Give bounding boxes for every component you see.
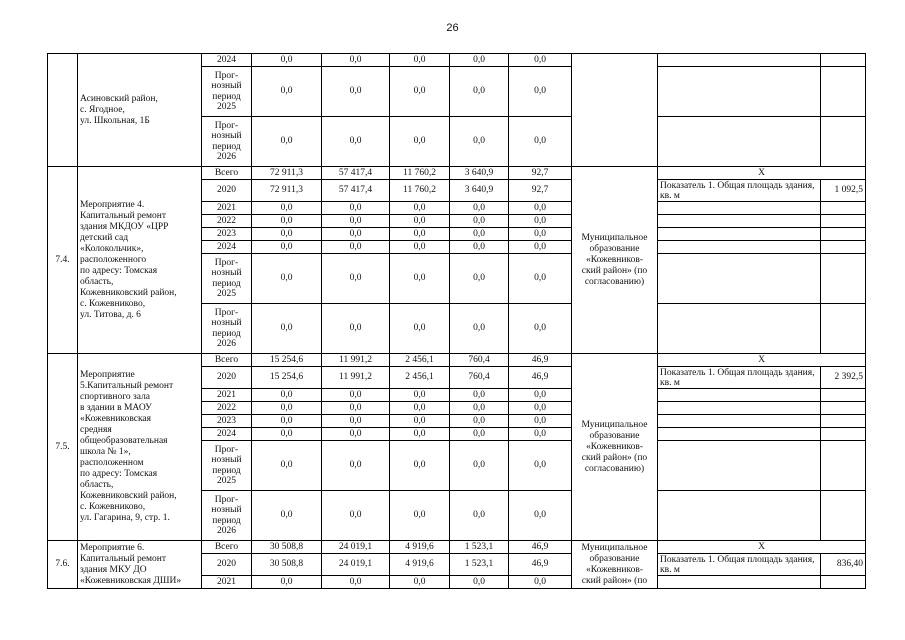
indicator-value: 2 392,5 (821, 367, 866, 389)
value-cell: 0,0 (509, 576, 572, 589)
executor-cell: Муниципальное образование «Кожевников- ский район» (по согласованию) (572, 354, 658, 541)
period-label: Прог- нозный период 2026 (202, 117, 252, 167)
value-cell: 0,0 (322, 415, 390, 428)
value-cell: 46,9 (509, 367, 572, 389)
value-cell: 0,0 (509, 54, 572, 67)
indicator-name (658, 117, 821, 167)
value-cell: 11 760,2 (390, 180, 450, 202)
value-cell: 24 019,1 (322, 554, 390, 576)
period-label: Всего (202, 541, 252, 554)
indicator-name (658, 576, 821, 589)
executor-cell: Муниципальное образование «Кожевников- ский район» (по (572, 541, 658, 589)
indicator-header: X (658, 167, 866, 180)
table-row (48, 54, 866, 67)
value-cell: 0,0 (390, 228, 450, 241)
value-cell: 0,0 (252, 389, 322, 402)
indicator-value (821, 215, 866, 228)
period-label: Прог- нозный период 2025 (202, 254, 252, 304)
value-cell: 0,0 (390, 304, 450, 354)
indicator-name (658, 215, 821, 228)
value-cell: 0,0 (322, 428, 390, 441)
value-cell: 0,0 (450, 304, 509, 354)
value-cell: 0,0 (322, 402, 390, 415)
value-cell: 0,0 (322, 67, 390, 117)
indicator-value: 836,40 (821, 554, 866, 576)
value-cell: 0,0 (390, 215, 450, 228)
value-cell: 4 919,6 (390, 554, 450, 576)
executor-cell (572, 54, 658, 167)
value-cell: 0,0 (509, 402, 572, 415)
value-cell: 0,0 (252, 241, 322, 254)
value-cell: 0,0 (509, 491, 572, 541)
period-label: 2020 (202, 180, 252, 202)
value-cell: 0,0 (322, 576, 390, 589)
indicator-name (658, 241, 821, 254)
indicator-value (821, 202, 866, 215)
period-label: 2020 (202, 554, 252, 576)
value-cell: 2 456,1 (390, 354, 450, 367)
value-cell: 0,0 (252, 215, 322, 228)
value-cell: 0,0 (322, 441, 390, 491)
value-cell: 3 640,9 (450, 167, 509, 180)
value-cell: 0,0 (509, 441, 572, 491)
value-cell: 0,0 (509, 389, 572, 402)
value-cell: 0,0 (390, 389, 450, 402)
indicator-name (658, 304, 821, 354)
page-number: 26 (446, 22, 459, 34)
measure-description: Мероприятие 6. Капитальный ремонт здания МКУ ДО «Кожевниковская ДШИ» (78, 541, 202, 589)
value-cell: 3 640,9 (450, 180, 509, 202)
value-cell: 0,0 (450, 441, 509, 491)
value-cell: 0,0 (450, 402, 509, 415)
value-cell: 0,0 (252, 576, 322, 589)
measure-description: Мероприятие 5.Капитальный ремонт спортивного зала в здании в МАОУ «Кожевниковская средняя общеобразовательная школа № 1», расположенном по адресу: Томская область, Кожевниковский район, с. Кожевниково, ул. Гагарина, 9, стр. 1. (78, 354, 202, 541)
value-cell: 0,0 (322, 202, 390, 215)
value-cell: 0,0 (390, 491, 450, 541)
period-label: Прог- нозный период 2025 (202, 441, 252, 491)
indicator-name (658, 441, 821, 491)
value-cell: 72 911,3 (252, 180, 322, 202)
value-cell: 0,0 (450, 241, 509, 254)
period-label: 2023 (202, 415, 252, 428)
measure-code: 7.5. (48, 354, 78, 541)
indicator-value (821, 491, 866, 541)
value-cell: 0,0 (252, 202, 322, 215)
value-cell: 0,0 (450, 254, 509, 304)
period-label: 2021 (202, 389, 252, 402)
value-cell: 0,0 (322, 389, 390, 402)
value-cell: 0,0 (390, 428, 450, 441)
value-cell: 0,0 (322, 491, 390, 541)
value-cell: 11 760,2 (390, 167, 450, 180)
indicator-value (821, 389, 866, 402)
value-cell: 0,0 (509, 215, 572, 228)
period-label: 2023 (202, 228, 252, 241)
indicator-value (821, 304, 866, 354)
indicator-value (821, 67, 866, 117)
indicator-value (821, 54, 866, 67)
period-label: 2022 (202, 402, 252, 415)
measure-description: Асиновский район, с. Ягодное, ул. Школьная, 1Б (78, 54, 202, 167)
table-body (48, 54, 866, 589)
indicator-name (658, 389, 821, 402)
value-cell: 0,0 (450, 117, 509, 167)
table-row (48, 354, 866, 367)
value-cell: 0,0 (509, 67, 572, 117)
value-cell: 0,0 (390, 241, 450, 254)
value-cell: 1 523,1 (450, 541, 509, 554)
value-cell: 0,0 (390, 117, 450, 167)
value-cell: 0,0 (450, 491, 509, 541)
indicator-value (821, 241, 866, 254)
value-cell: 0,0 (252, 415, 322, 428)
value-cell: 0,0 (509, 304, 572, 354)
value-cell: 0,0 (390, 576, 450, 589)
financing-table (47, 53, 866, 589)
value-cell: 0,0 (450, 389, 509, 402)
value-cell: 0,0 (322, 215, 390, 228)
value-cell: 0,0 (252, 491, 322, 541)
value-cell: 760,4 (450, 367, 509, 389)
indicator-name: Показатель 1. Общая площадь здания, кв. м (658, 367, 821, 389)
value-cell: 0,0 (322, 54, 390, 67)
indicator-value: 1 092,5 (821, 180, 866, 202)
value-cell: 0,0 (450, 54, 509, 67)
indicator-value (821, 415, 866, 428)
period-label: 2024 (202, 428, 252, 441)
value-cell: 0,0 (252, 402, 322, 415)
indicator-name (658, 491, 821, 541)
period-label: Всего (202, 167, 252, 180)
value-cell: 46,9 (509, 354, 572, 367)
executor-cell: Муниципальное образование «Кожевников- ский район» (по согласованию) (572, 167, 658, 354)
value-cell: 0,0 (450, 67, 509, 117)
value-cell: 0,0 (390, 402, 450, 415)
value-cell: 0,0 (322, 304, 390, 354)
period-label: 2022 (202, 215, 252, 228)
value-cell: 2 456,1 (390, 367, 450, 389)
indicator-name (658, 254, 821, 304)
indicator-header: X (658, 354, 866, 367)
value-cell: 0,0 (390, 202, 450, 215)
value-cell: 0,0 (252, 54, 322, 67)
indicator-value (821, 576, 866, 589)
indicator-value (821, 254, 866, 304)
indicator-name (658, 415, 821, 428)
value-cell: 72 911,3 (252, 167, 322, 180)
value-cell: 0,0 (252, 254, 322, 304)
period-label: Прог- нозный период 2026 (202, 304, 252, 354)
value-cell: 11 991,2 (322, 354, 390, 367)
value-cell: 0,0 (509, 241, 572, 254)
value-cell: 92,7 (509, 180, 572, 202)
value-cell: 0,0 (390, 441, 450, 491)
value-cell: 11 991,2 (322, 367, 390, 389)
indicator-name (658, 202, 821, 215)
value-cell: 4 919,6 (390, 541, 450, 554)
value-cell: 24 019,1 (322, 541, 390, 554)
value-cell: 0,0 (322, 254, 390, 304)
indicator-value (821, 441, 866, 491)
value-cell: 0,0 (252, 428, 322, 441)
value-cell: 0,0 (509, 254, 572, 304)
value-cell: 0,0 (450, 428, 509, 441)
indicator-name: Показатель 1. Общая площадь здания, кв. м (658, 180, 821, 202)
value-cell: 0,0 (509, 415, 572, 428)
value-cell: 0,0 (509, 228, 572, 241)
value-cell: 0,0 (390, 415, 450, 428)
indicator-value (821, 228, 866, 241)
table-row (48, 541, 866, 554)
period-label: 2021 (202, 576, 252, 589)
value-cell: 15 254,6 (252, 354, 322, 367)
value-cell: 30 508,8 (252, 554, 322, 576)
value-cell: 0,0 (252, 67, 322, 117)
indicator-value (821, 402, 866, 415)
value-cell: 0,0 (450, 228, 509, 241)
value-cell: 0,0 (322, 241, 390, 254)
value-cell: 0,0 (390, 54, 450, 67)
indicator-value (821, 117, 866, 167)
value-cell: 0,0 (252, 441, 322, 491)
measure-code (48, 54, 78, 167)
value-cell: 0,0 (322, 117, 390, 167)
period-label: 2024 (202, 241, 252, 254)
indicator-name (658, 54, 821, 67)
value-cell: 0,0 (509, 202, 572, 215)
value-cell: 15 254,6 (252, 367, 322, 389)
value-cell: 0,0 (450, 202, 509, 215)
value-cell: 0,0 (509, 428, 572, 441)
indicator-name (658, 67, 821, 117)
period-label: 2021 (202, 202, 252, 215)
value-cell: 92,7 (509, 167, 572, 180)
value-cell: 30 508,8 (252, 541, 322, 554)
table-row (48, 167, 866, 180)
indicator-name: Показатель 1. Общая площадь здания, кв. м (658, 554, 821, 576)
indicator-header: X (658, 541, 866, 554)
value-cell: 57 417,4 (322, 167, 390, 180)
value-cell: 0,0 (252, 304, 322, 354)
value-cell: 760,4 (450, 354, 509, 367)
value-cell: 46,9 (509, 554, 572, 576)
value-cell: 0,0 (252, 228, 322, 241)
measure-code: 7.6. (48, 541, 78, 589)
indicator-value (821, 428, 866, 441)
value-cell: 0,0 (322, 228, 390, 241)
indicator-name (658, 228, 821, 241)
value-cell: 0,0 (450, 215, 509, 228)
period-label: 2024 (202, 54, 252, 67)
value-cell: 0,0 (390, 254, 450, 304)
measure-code: 7.4. (48, 167, 78, 354)
value-cell: 57 417,4 (322, 180, 390, 202)
value-cell: 0,0 (450, 576, 509, 589)
value-cell: 0,0 (252, 117, 322, 167)
period-label: Прог- нозный период 2025 (202, 67, 252, 117)
measure-description: Мероприятие 4. Капитальный ремонт здания МКДОУ «ЦРР детский сад «Колокольчик», расположенного по адресу: Томская область, Кожевниковский район, с. Кожевниково, ул. Титова, д. 6 (78, 167, 202, 354)
value-cell: 46,9 (509, 541, 572, 554)
period-label: Прог- нозный период 2026 (202, 491, 252, 541)
indicator-name (658, 402, 821, 415)
period-label: Всего (202, 354, 252, 367)
value-cell: 0,0 (390, 67, 450, 117)
value-cell: 0,0 (509, 117, 572, 167)
indicator-name (658, 428, 821, 441)
period-label: 2020 (202, 367, 252, 389)
value-cell: 1 523,1 (450, 554, 509, 576)
value-cell: 0,0 (450, 415, 509, 428)
